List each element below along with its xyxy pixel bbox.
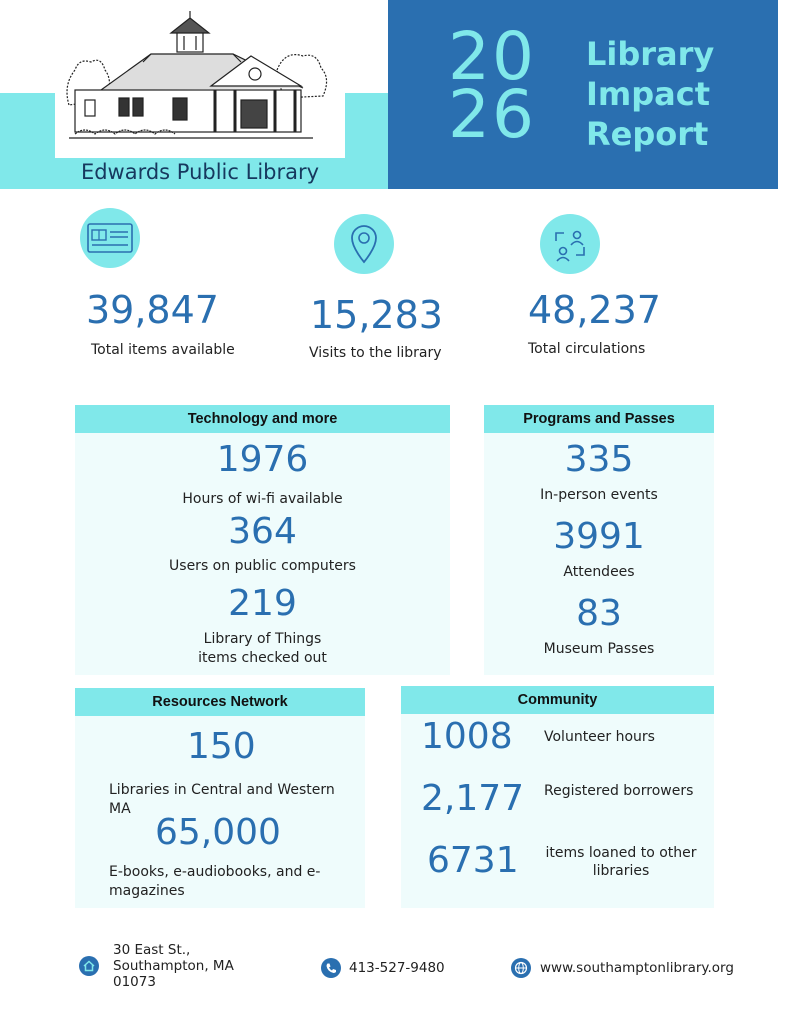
programs-card	[484, 405, 714, 675]
ebooks-label	[109, 863, 320, 901]
visits-value: 15,283	[310, 293, 443, 337]
total-items-value: 39,847	[86, 288, 219, 332]
report-year	[448, 18, 536, 153]
library-illustration	[55, 10, 345, 158]
visits-label: Visits to the library	[309, 345, 442, 361]
report-title	[586, 34, 714, 154]
computer-users-label: Users on public computers	[169, 558, 356, 574]
home-icon	[79, 956, 99, 976]
ebooks-label-line-2: magazines	[109, 883, 185, 899]
ebooks-value: 65,000	[155, 812, 281, 853]
volunteer-hours-value: 1008	[421, 716, 513, 757]
network-libraries-value: 150	[187, 726, 256, 767]
library-of-things-value: 219	[228, 583, 297, 624]
library-building-sketch	[55, 10, 345, 158]
borrowers-value: 2,177	[421, 778, 525, 819]
borrowers-label: Registered borrowers	[544, 783, 694, 799]
events-value: 335	[564, 439, 634, 480]
museum-passes-value: 83	[576, 593, 622, 634]
community-card	[401, 686, 714, 908]
wifi-hours-label: Hours of wi-fi available	[182, 491, 343, 507]
title-line-3: Report	[586, 115, 709, 153]
title-line-2: Impact	[586, 75, 711, 113]
year-top: 20	[448, 18, 536, 95]
address-line-3: 01073	[113, 974, 156, 990]
address	[113, 942, 234, 990]
library-of-things-label-line-1: Library of Things	[203, 631, 322, 647]
library-name: Edwards Public Library	[80, 160, 320, 184]
museum-passes-label: Museum Passes	[543, 641, 655, 657]
year-bottom: 26	[448, 76, 536, 153]
phone-icon	[321, 958, 341, 978]
title-panel	[388, 0, 778, 189]
computer-users-value: 364	[228, 511, 297, 552]
attendees-label: Attendees	[563, 564, 635, 580]
library-of-things-label	[75, 630, 450, 668]
resources-card-title: Resources Network	[75, 688, 365, 716]
technology-card-title: Technology and more	[75, 405, 450, 433]
title-line-1: Library	[586, 35, 715, 73]
volunteer-hours-label: Volunteer hours	[544, 729, 655, 745]
exchange-users-icon	[540, 214, 600, 274]
address-line-2: Southampton, MA	[113, 958, 234, 974]
interlibrary-loans-value: 6731	[427, 840, 519, 881]
resources-card	[75, 688, 365, 908]
network-libraries-label-line-2: MA	[109, 801, 131, 817]
phone-number[interactable]: 413-527-9480	[349, 960, 445, 976]
circulations-label: Total circulations	[528, 341, 646, 357]
events-label: In-person events	[540, 487, 658, 503]
network-libraries-label-line-1: Libraries in Central and Western	[109, 782, 335, 798]
interlibrary-loans-label-line-2: libraries	[592, 863, 650, 879]
book-card-icon	[80, 208, 140, 268]
interlibrary-loans-label-line-1: items loaned to other	[545, 845, 697, 861]
interlibrary-loans-label	[541, 844, 701, 880]
website-link[interactable]: www.southamptonlibrary.org	[540, 960, 734, 976]
library-of-things-label-line-2: items checked out	[198, 650, 327, 666]
wifi-hours-value: 1976	[216, 439, 309, 480]
globe-icon	[511, 958, 531, 978]
total-items-label: Total items available	[91, 342, 235, 358]
address-line-1: 30 East St.,	[113, 942, 191, 958]
location-pin-icon	[334, 214, 394, 274]
attendees-value: 3991	[553, 516, 645, 557]
circulations-value: 48,237	[528, 288, 661, 332]
programs-card-title: Programs and Passes	[484, 405, 714, 433]
ebooks-label-line-1: E-books, e-audiobooks, and e-	[109, 864, 321, 880]
technology-card	[75, 405, 450, 675]
community-card-title: Community	[401, 686, 714, 714]
